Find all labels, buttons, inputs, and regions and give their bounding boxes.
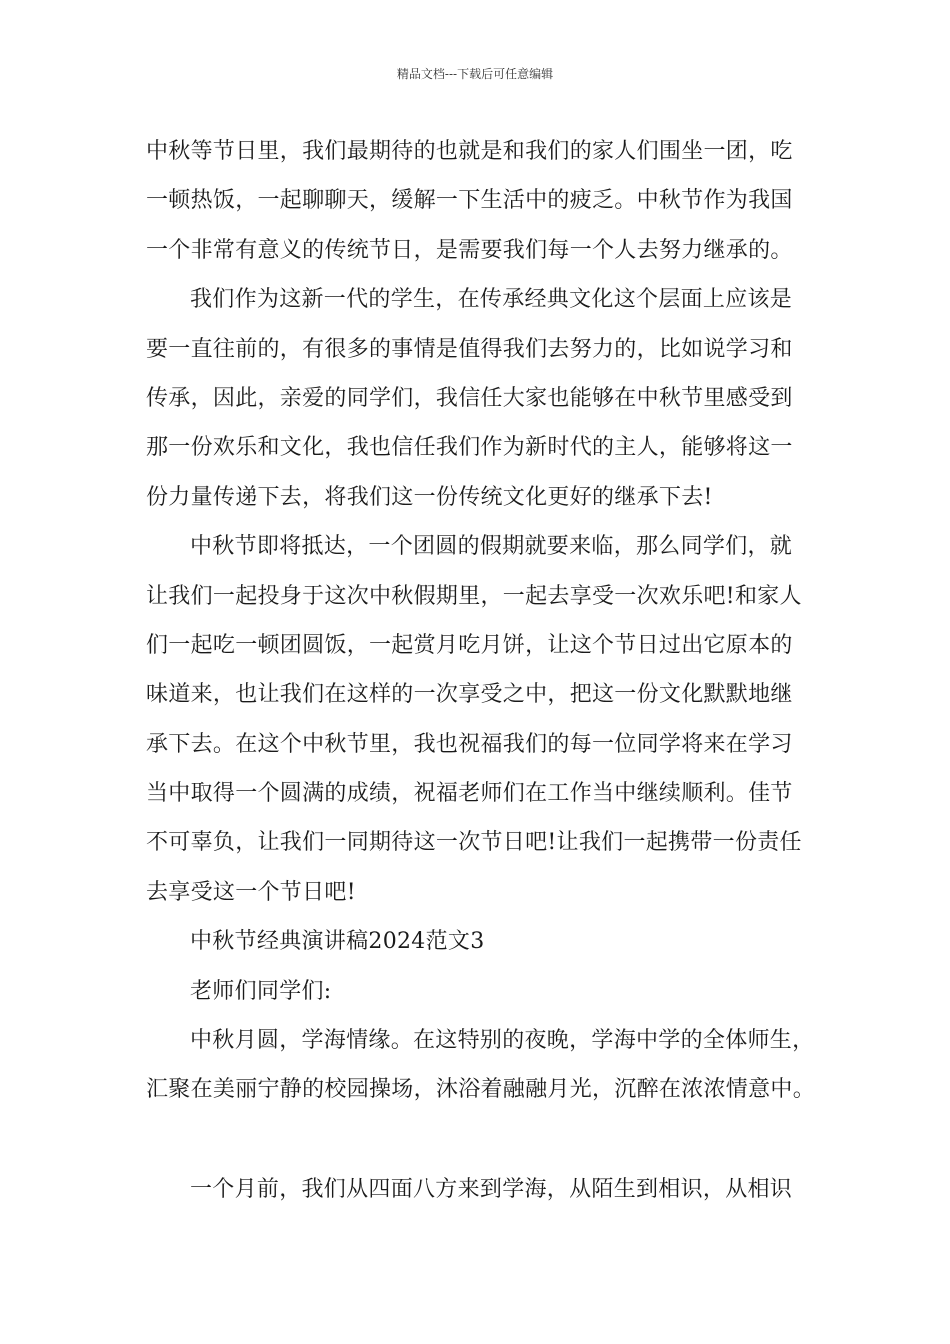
text-line: 汇聚在美丽宁静的校园操场，沐浴着融融月光，沉醉在浓浓情意中。 — [146, 1077, 816, 1103]
text-line: 们一起吃一顿团圆饭，一起赏月吃月饼，让这个节日过出它原本的 — [146, 632, 793, 658]
paragraph-start-line: 中秋节即将抵达，一个团圆的假期就要来临，那么同学们，就 — [190, 534, 793, 560]
salutation: 老师们同学们: — [190, 978, 332, 1004]
text-line: 去享受这一个节日吧! — [146, 879, 356, 905]
text-line: 味道来，也让我们在这样的一次享受之中，把这一份文化默默地继 — [146, 682, 793, 708]
document-body — [146, 127, 816, 1214]
page-header: 精品文档---下载后可任意编辑 — [396, 67, 554, 81]
text-line: 份力量传递下去，将我们这一份传统文化更好的继承下去! — [146, 484, 713, 510]
text-line: 要一直往前的，有很多的事情是值得我们去努力的，比如说学习和 — [146, 336, 793, 362]
text-line: 那一份欢乐和文化，我也信任我们作为新时代的主人，能够将这一 — [146, 435, 793, 461]
text-line: 传承，因此，亲爱的同学们，我信任大家也能够在中秋节里感受到 — [146, 385, 793, 411]
text-line: 一顿热饭，一起聊聊天，缓解一下生活中的疲乏。中秋节作为我国 — [146, 188, 793, 214]
paragraph-gap — [146, 1115, 810, 1165]
paragraph-start-line: 一个月前，我们从四面八方来到学海，从陌生到相识，从相识 — [190, 1176, 793, 1202]
text-line: 中秋等节日里，我们最期待的也就是和我们的家人们围坐一团，吃 — [146, 139, 793, 164]
text-line: 承下去。在这个中秋节里，我也祝福我们的每一位同学将来在学习 — [146, 731, 793, 757]
text-line: 让我们一起投身于这次中秋假期里，一起去享受一次欢乐吧!和家人 — [146, 583, 802, 609]
text-line: 不可辜负，让我们一同期待这一次节日吧!让我们一起携带一份责任 — [146, 830, 802, 856]
text-line: 当中取得一个圆满的成绩，祝福老师们在工作当中继续顺利。佳节 — [146, 781, 793, 807]
text-line: 一个非常有意义的传统节日，是需要我们每一个人去努力继承的。 — [146, 237, 793, 263]
section-heading: 中秋节经典演讲稿2024范文3 — [190, 929, 485, 955]
paragraph-start-line: 中秋月圆，学海情缘。在这特别的夜晚，学海中学的全体师生， — [190, 1028, 815, 1054]
paragraph-start-line: 我们作为这新一代的学生，在传承经典文化这个层面上应该是 — [190, 287, 793, 313]
